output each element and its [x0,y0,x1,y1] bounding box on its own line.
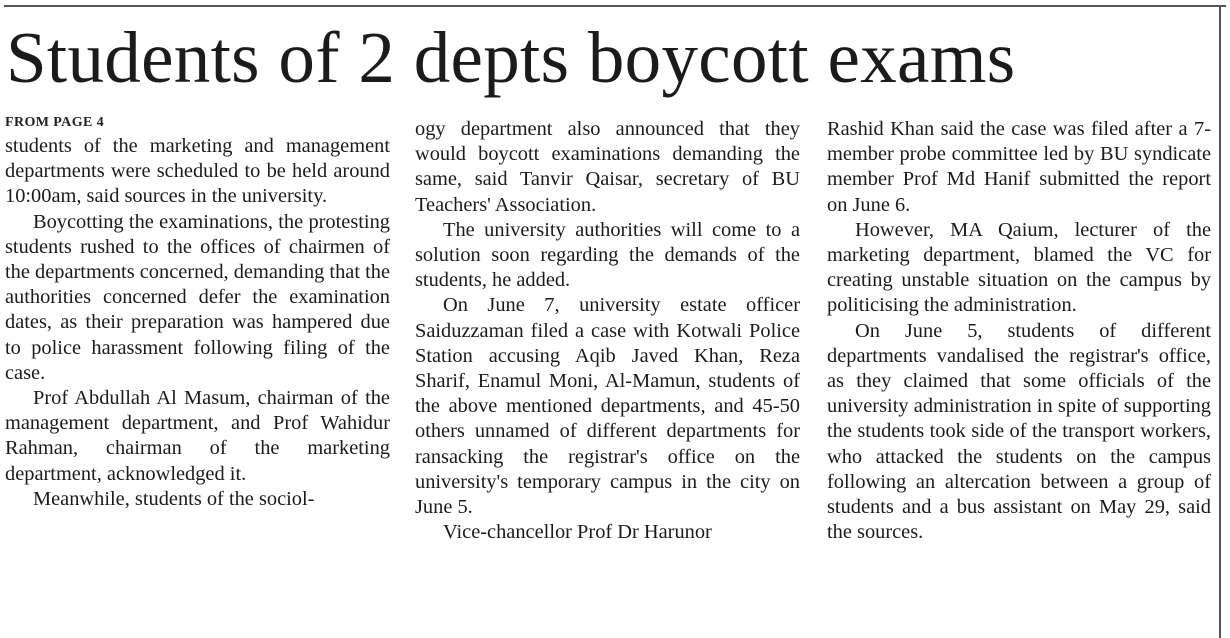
paragraph: On June 7, university estate officer Saiduzzaman filed a case with Kotwali Police Station accusing Aqib Javed Khan, Reza Sharif, Enamul Moni, Al-Mamun, students of the above mentioned departments, and 45-50 others unnamed of different departments for ransacking the registrar's office on the university's temporary campus in the city on June 5. [415,294,800,519]
article-column-3 [827,117,1211,545]
paragraph: However, MA Qaium, lecturer of the marketing department, blamed the VC for creating unstable situation on the campus by politicising the administration. [827,218,1211,317]
right-rule [1219,5,1221,638]
article-column-1 [5,112,390,512]
paragraph: Prof Abdullah Al Masum, chairman of the management department, and Prof Wahidur Rahman, chairman of the marketing department, acknowledged it. [5,387,390,485]
top-rule [4,5,1226,7]
paragraph: Meanwhile, students of the sociol- [33,487,315,510]
paragraph: Rashid Khan said the case was filed after a 7-member probe committee led by BU syndicate member Prof Md Hanif submitted the report on June 6. [827,118,1211,216]
paragraph: ogy department also announced that they would boycott examinations demanding the same, said Tanvir Qaisar, secretary of BU Teachers' Association. [415,118,800,216]
from-page-kicker: FROM PAGE 4 [5,115,105,130]
article-column-2 [415,117,800,545]
headline: Students of 2 depts boycott exams [6,17,1016,98]
paragraph: students of the marketing and management departments were scheduled to be held around 10:00am, said sources in the university. [5,135,390,208]
paragraph: The university authorities will come to a solution soon regarding the demands of the students, he added. [415,218,800,292]
paragraph: Vice-chancellor Prof Dr Harunor [443,521,712,544]
paragraph: Boycotting the examinations, the protesting students rushed to the offices of chairmen of the departments concerned, demanding that the authorities concerned defer the examination dates, as their preparation was hampered due to police harassment following filing of the case. [5,210,391,384]
paragraph: On June 5, students of different departments vandalised the registrar's office, as they claimed that some officials of the university administration in spite of supporting the students took side of the transport workers, who attacked the students on the campus following an altercation between a group of students and a bus assistant on May 29, said the sources. [827,319,1211,544]
